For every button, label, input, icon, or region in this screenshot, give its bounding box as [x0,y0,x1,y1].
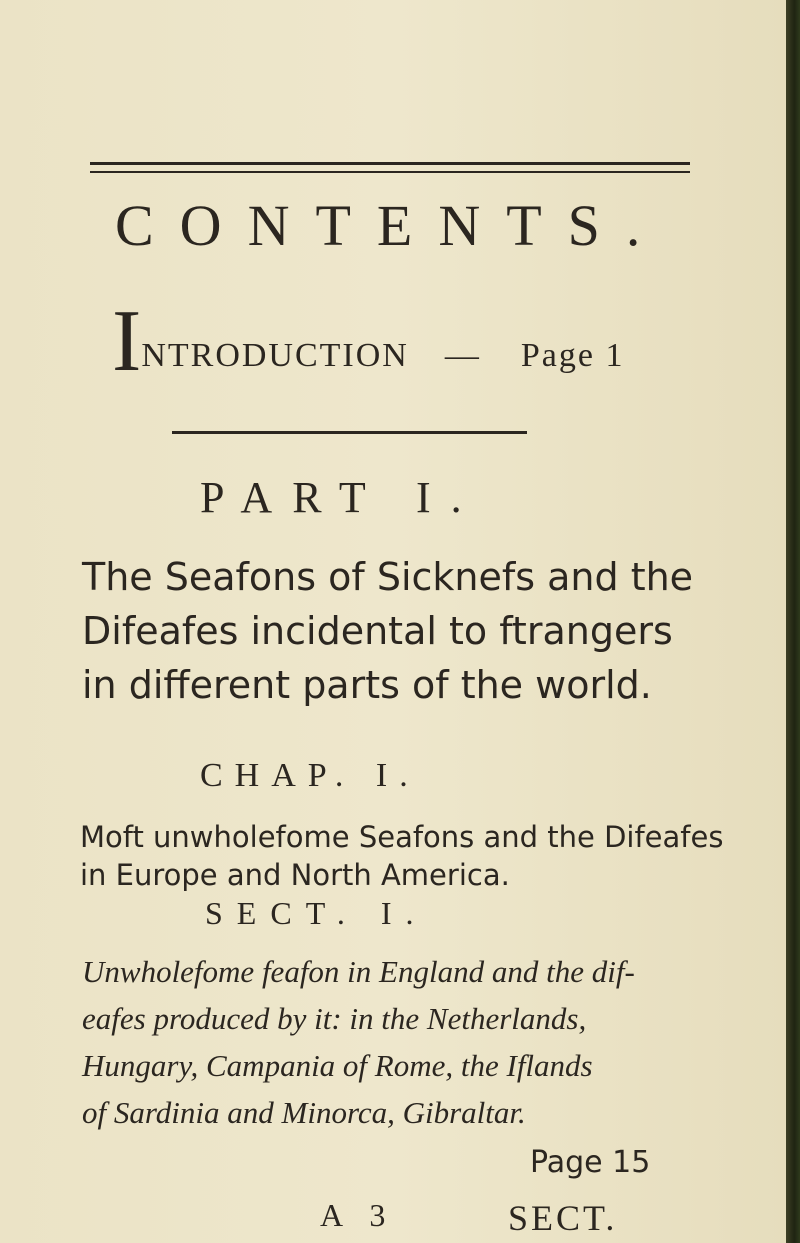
introduction-page: Page 1 [520,337,625,374]
part-line: in different parts of the world. [82,663,652,707]
contents-title: CONTENTS. [115,193,667,258]
section-page: Page 15 [530,1145,651,1180]
page-edge [786,0,800,1243]
chapter-line: Moft unwholefome Seafons and the Difeafes [80,820,724,854]
section-heading: SECT. I. [205,895,428,931]
section-rule [172,431,527,434]
chapter-heading: CHAP. I. [200,757,420,794]
catchword: SECT. [508,1198,618,1238]
section-line: Unwholefome feafon in England and the dif- [82,954,635,989]
double-rule [90,162,690,173]
section-line: of Sardinia and Minorca, Gibraltar. [82,1095,526,1130]
rule-thin [90,171,690,173]
rule-thick [90,162,690,165]
chapter-line: in Europe and North America. [80,858,510,892]
section-line: Hungary, Campania of Rome, the Iflands [82,1048,593,1083]
signature-mark: A 3 [320,1197,396,1233]
part-heading: PART I. [200,473,482,522]
part-line: Difeafes incidental to ftrangers [82,609,673,653]
part-line: The Seafons of Sicknefs and the [82,555,694,599]
drop-initial: I [112,293,142,390]
introduction-entry [112,293,625,390]
section-line: eafes produced by it: in the Netherlands, [82,1001,587,1036]
introduction-label: NTRODUCTION [141,337,409,374]
leader-dash: — [444,337,481,374]
